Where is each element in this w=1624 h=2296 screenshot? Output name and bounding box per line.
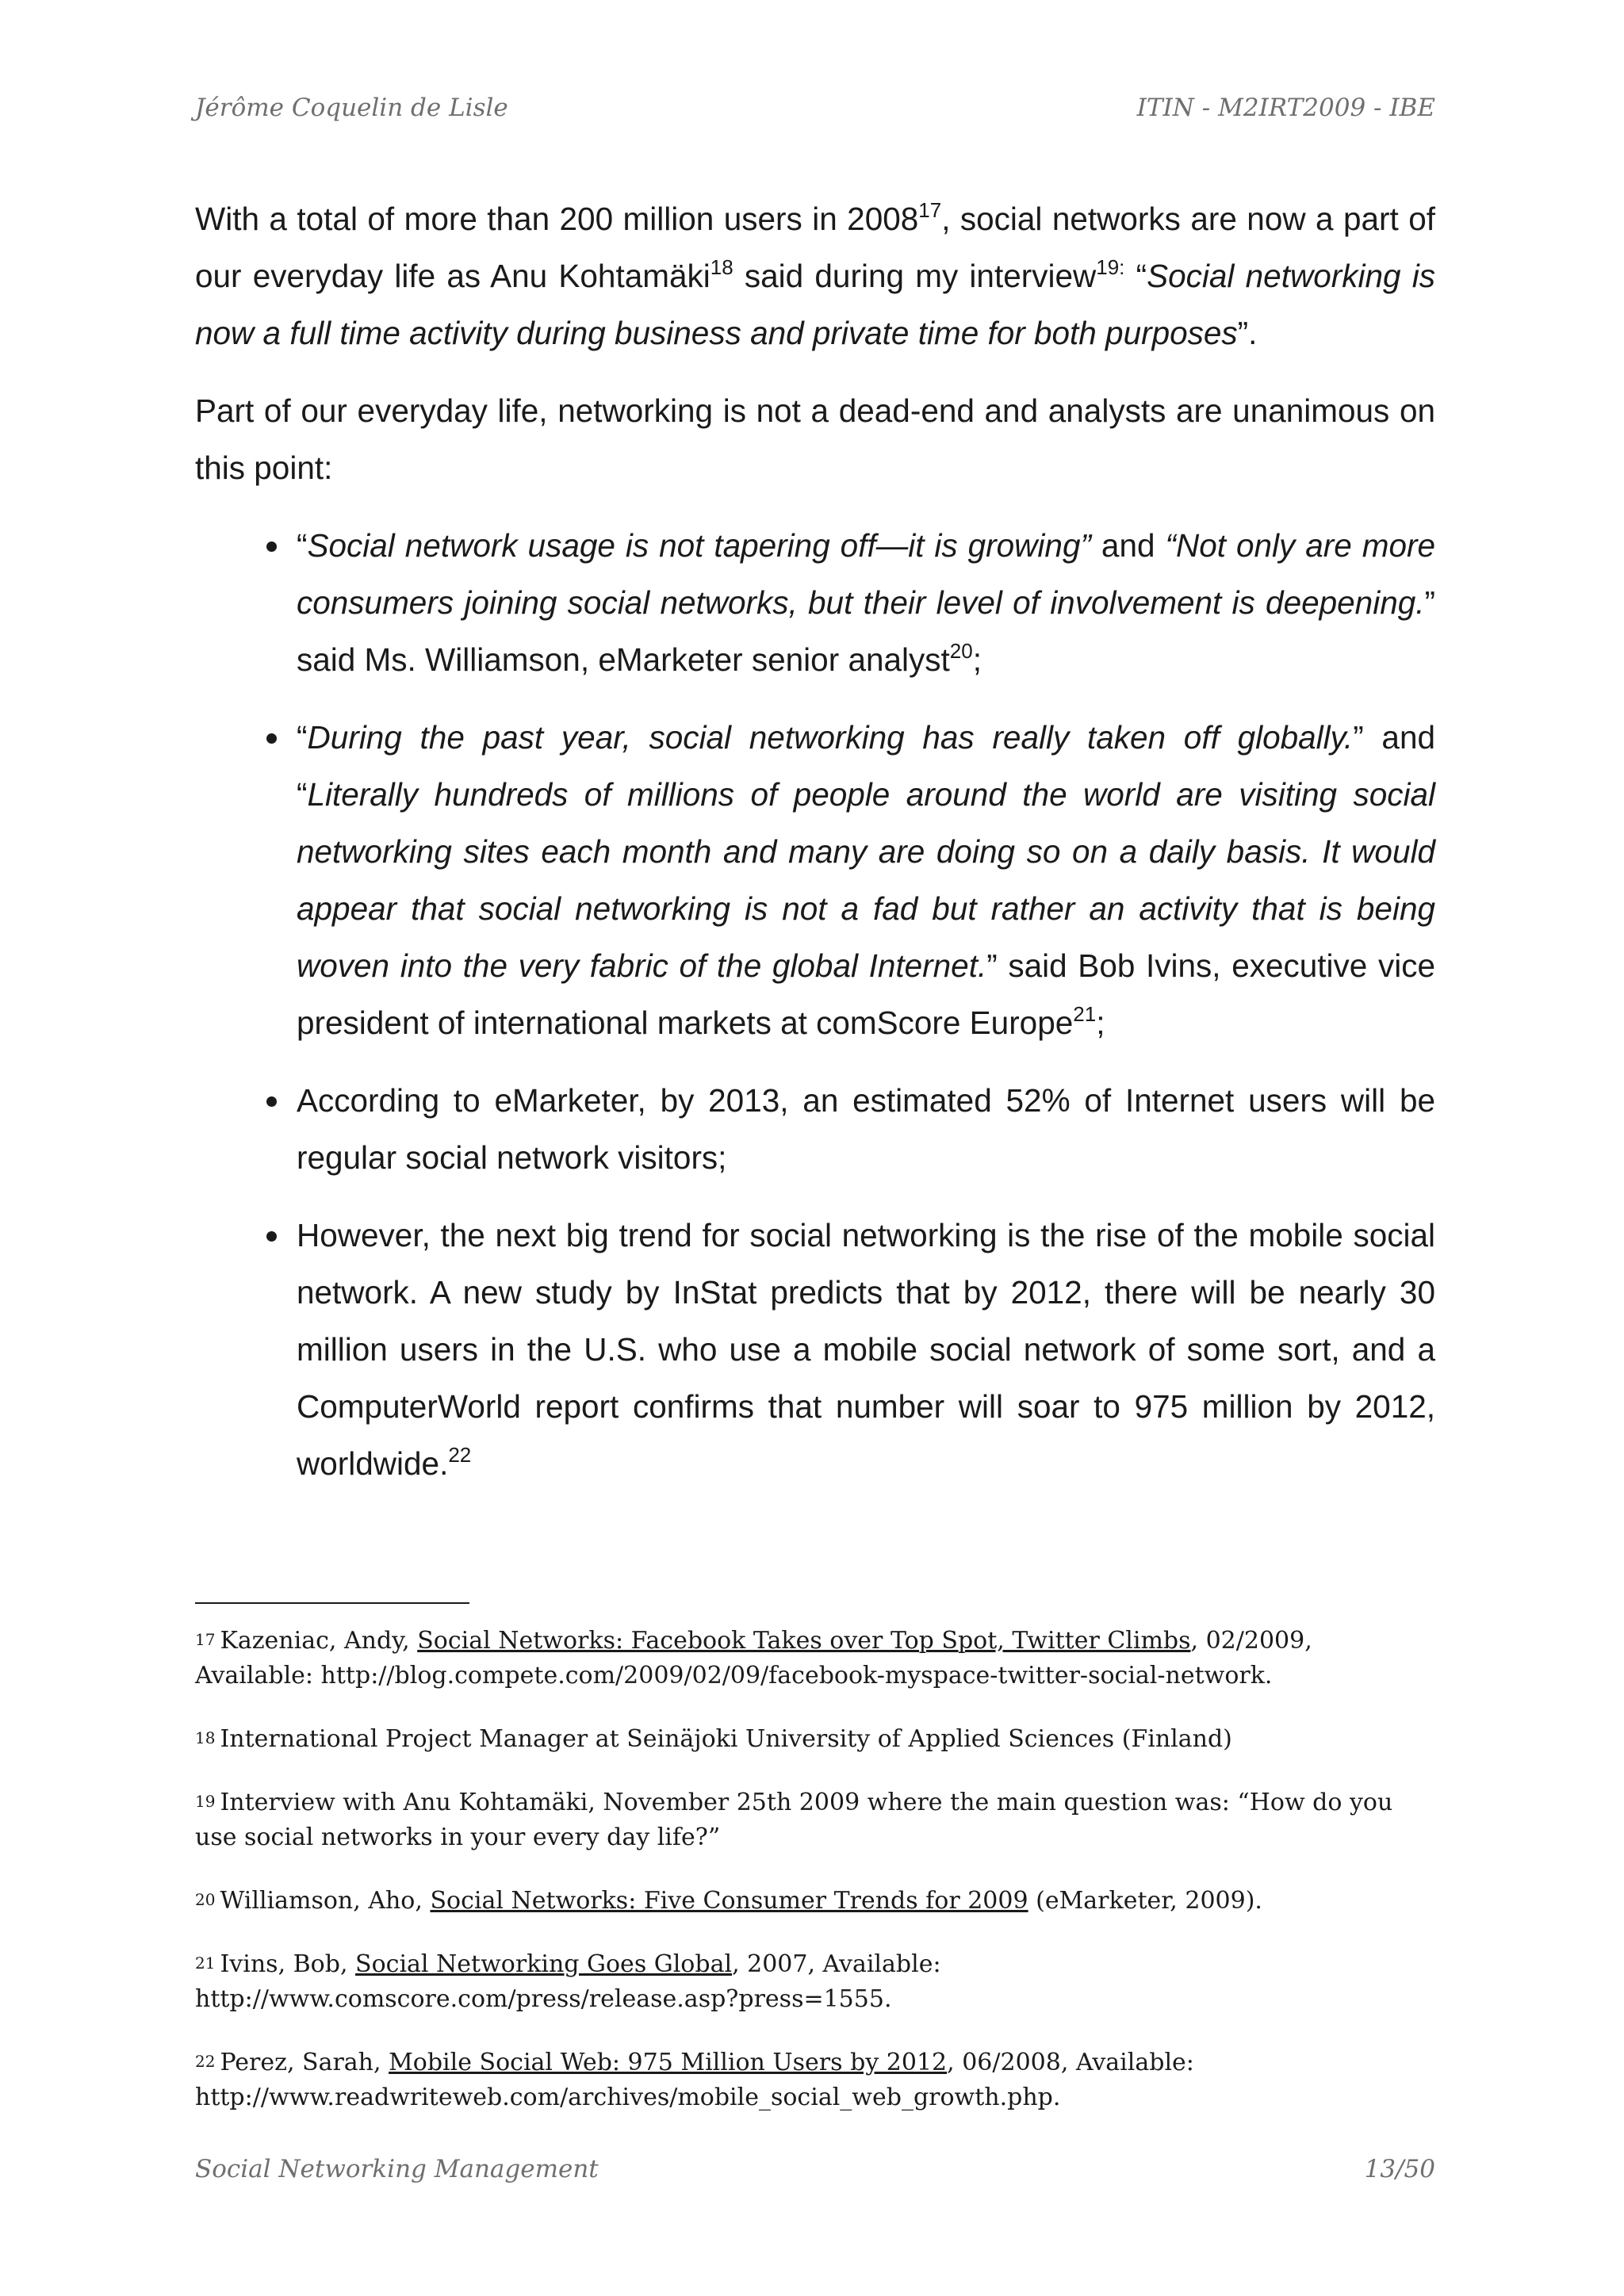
footnote-details: , 2007, Available: http://www.comscore.com/press/release.asp?press=1555. bbox=[195, 1950, 941, 2013]
footnote-ref-21[interactable]: 21 bbox=[1073, 1001, 1097, 1026]
footnote-author: Ivins, Bob, bbox=[220, 1950, 356, 1978]
footnote-ref-22[interactable]: 22 bbox=[448, 1442, 472, 1467]
kohtamaki-quote: Social networking is now a full time activity during business and private time for both purposes bbox=[195, 258, 1435, 351]
bullet-mobile-social bbox=[297, 1207, 1435, 1492]
bullet-connector: ” and “ bbox=[297, 719, 1436, 813]
footnote-text: International Project Manager at Seinäjoki University of Applied Sciences (Finland) bbox=[220, 1725, 1232, 1753]
para1-text-e: ”. bbox=[1237, 315, 1258, 351]
footnote-18 bbox=[195, 1722, 1435, 1757]
footnote-details: , 06/2008, Available: http://www.readwriteweb.com/archives/mobile_social_web_growth.php. bbox=[195, 2049, 1194, 2111]
footnote-details: (eMarketer, 2009). bbox=[1028, 1887, 1262, 1915]
footnote-title[interactable]: Social Networks: Five Consumer Trends for 2009 bbox=[430, 1887, 1028, 1915]
para1-text-d: “ bbox=[1124, 258, 1147, 294]
footnote-title[interactable]: Social Networks: Facebook Takes over Top Spot, Twitter Climbs bbox=[417, 1627, 1191, 1655]
bullet-end: ; bbox=[1096, 1004, 1105, 1041]
footnote-number: 19 bbox=[195, 1792, 216, 1811]
page-footer bbox=[195, 2155, 1435, 2183]
footnote-ref-19[interactable]: 19: bbox=[1096, 254, 1125, 279]
quote-mark: “ bbox=[297, 527, 308, 564]
williamson-attribution: ” said Ms. Williamson, eMarketer senior analyst bbox=[297, 584, 1435, 678]
paragraph-1 bbox=[195, 190, 1435, 362]
quote-mark: “ bbox=[297, 719, 308, 756]
footnote-21 bbox=[195, 1947, 1435, 2017]
ivins-quote-2: Literally hundreds of millions of people around the world are visiting social networking sites each month and many are doing so on a daily basis. It would appear that social networking is not a fad but rather an activity that is being woven into the very fabric of the global Internet. bbox=[297, 776, 1435, 984]
footnote-details: , 02/2009, Available: http://blog.compete.com/2009/02/09/facebook-myspace-twitter-social-network. bbox=[195, 1627, 1312, 1689]
ivins-attribution: ” said Bob Ivins, executive vice president of international markets at comScore Europe bbox=[297, 947, 1435, 1041]
footnote-17 bbox=[195, 1624, 1435, 1693]
page-number: 13/50 bbox=[1364, 2155, 1435, 2183]
para1-text-b: , social networks are now a part of our everyday life as Anu Kohtamäki bbox=[195, 201, 1435, 294]
footnote-number: 18 bbox=[195, 1728, 216, 1747]
paragraph-2: Part of our everyday life, networking is not a dead-end and analysts are unanimous on this point: bbox=[195, 392, 1435, 486]
footnote-19 bbox=[195, 1785, 1435, 1855]
footnote-author: Kazeniac, Andy, bbox=[220, 1627, 418, 1655]
footnote-author: Perez, Sarah, bbox=[220, 2049, 389, 2076]
bullet-connector: and bbox=[1090, 527, 1166, 564]
footnote-separator bbox=[195, 1602, 469, 1604]
bullet-ivins bbox=[297, 709, 1435, 1051]
footnote-number: 21 bbox=[195, 1954, 216, 1973]
header-author: Jérôme Coquelin de Lisle bbox=[195, 94, 508, 122]
footnotes bbox=[195, 1624, 1435, 2144]
williamson-quote-1: Social network usage is not tapering off—it is growing” bbox=[307, 527, 1091, 564]
bullet-williamson bbox=[297, 517, 1435, 688]
bullet-end: ; bbox=[972, 641, 982, 678]
footnote-ref-18[interactable]: 18 bbox=[710, 254, 733, 279]
footnote-number: 20 bbox=[195, 1890, 216, 1909]
para1-text-c: said during my interview bbox=[733, 258, 1097, 294]
footnote-number: 17 bbox=[195, 1630, 216, 1649]
footnote-20 bbox=[195, 1884, 1435, 1919]
para1-text-a: With a total of more than 200 million users in 2008 bbox=[195, 201, 919, 237]
footer-document-title: Social Networking Management bbox=[195, 2155, 599, 2183]
footnote-title[interactable]: Social Networking Goes Global bbox=[355, 1950, 733, 1978]
williamson-quote-2: “Not only are more consumers joining social networks, but their level of involvement is deepening. bbox=[297, 527, 1436, 621]
analyst-bullet-list bbox=[195, 517, 1435, 1492]
footnote-author: Williamson, Aho, bbox=[220, 1887, 431, 1915]
footnote-title[interactable]: Mobile Social Web: 975 Million Users by 2012 bbox=[389, 2049, 948, 2076]
bullet-emarketer-forecast: According to eMarketer, by 2013, an estimated 52% of Internet users will be regular social network visitors; bbox=[297, 1072, 1435, 1186]
footnote-number: 22 bbox=[195, 2052, 216, 2071]
mobile-social-text: However, the next big trend for social networking is the rise of the mobile social network. A new study by InStat predicts that by 2012, there will be nearly 30 million users in the U.S. who use a mobile social network of some sort, and a ComputerWorld report confirms that number will soar to 975 million by 2012, worldwide. bbox=[297, 1217, 1435, 1482]
footnote-ref-20[interactable]: 20 bbox=[949, 638, 973, 663]
footnote-ref-17[interactable]: 17 bbox=[918, 197, 942, 222]
footnote-22 bbox=[195, 2045, 1435, 2115]
page-header bbox=[195, 94, 1435, 122]
footnote-text: Interview with Anu Kohtamäki, November 25th 2009 where the main question was: “How do you use social networks in your every day life?” bbox=[195, 1789, 1393, 1851]
ivins-quote-1: During the past year, social networking has really taken off globally. bbox=[307, 719, 1354, 756]
header-course: ITIN - M2IRT2009 - IBE bbox=[1136, 94, 1435, 122]
body-text bbox=[195, 190, 1435, 1513]
